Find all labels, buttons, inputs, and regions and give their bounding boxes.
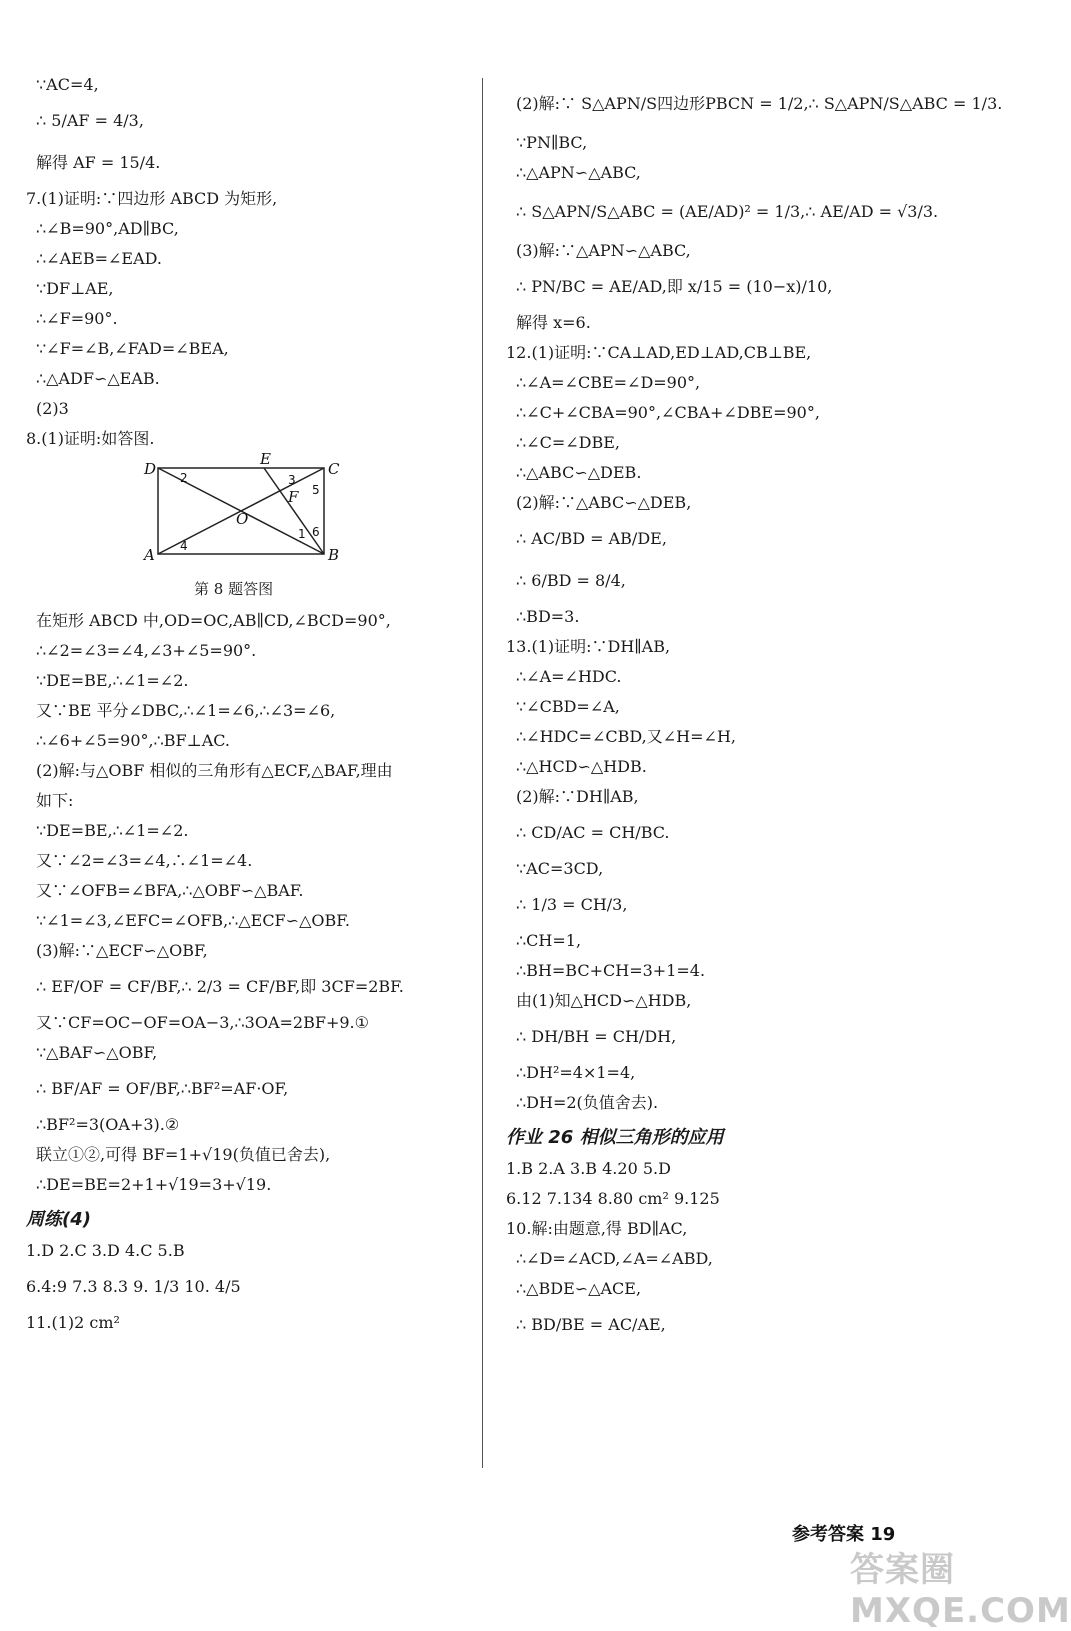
text-line: ∴ DH/BH = CH/DH, bbox=[516, 1027, 677, 1046]
text-line: ∴△ADF∽△EAB. bbox=[36, 369, 160, 388]
angle-4: 4 bbox=[180, 539, 188, 553]
rectangle-diagram bbox=[26, 450, 466, 566]
text-line: ∵∠F=∠B,∠FAD=∠BEA, bbox=[36, 339, 229, 358]
label-c: C bbox=[328, 460, 340, 478]
text-line: ∴∠A=∠CBE=∠D=90°, bbox=[516, 373, 701, 392]
section-heading-zhoulian: 周练(4) bbox=[26, 1209, 91, 1230]
text-line: 在矩形 ABCD 中,OD=OC,AB∥CD,∠BCD=90°, bbox=[36, 611, 391, 630]
text-line: ∴∠A=∠HDC. bbox=[516, 667, 622, 686]
text-line: ∴∠C=∠DBE, bbox=[516, 433, 620, 452]
text-line: ∴DE=BE=2+1+√19=3+√19. bbox=[36, 1175, 272, 1194]
label-a: A bbox=[144, 546, 155, 564]
text-line: (2)解:∵ S△APN/S四边形PBCN = 1/2,∴ S△APN/S△ABC = 1/3. bbox=[516, 94, 1003, 113]
text-line: ∴ CD/AC = CH/BC. bbox=[516, 823, 670, 842]
text-line: ∴∠HDC=∠CBD,又∠H=∠H, bbox=[516, 727, 736, 746]
label-b: B bbox=[328, 546, 340, 564]
text-line: 又∵CF=OC−OF=OA−3,∴3OA=2BF+9.① bbox=[36, 1013, 369, 1032]
text-line: 又∵BE 平分∠DBC,∴∠1=∠6,∴∠3=∠6, bbox=[36, 701, 336, 720]
label-o: O bbox=[236, 510, 249, 528]
answer-line: 6.12 7.134 8.80 cm² 9.125 bbox=[506, 1189, 720, 1208]
text-line: ∴∠F=90°. bbox=[36, 309, 118, 328]
text-line: ∵∠1=∠3,∠EFC=∠OFB,∴△ECF∽△OBF. bbox=[36, 911, 350, 930]
text-line: (2)解:∵△ABC∽△DEB, bbox=[516, 493, 692, 512]
text-line: ∴ BD/BE = AC/AE, bbox=[516, 1315, 666, 1334]
text-line: 又∵∠OFB=∠BFA,∴△OBF∽△BAF. bbox=[36, 881, 304, 900]
text-line: ∴BH=BC+CH=3+1=4. bbox=[516, 961, 706, 980]
text-line: ∴∠D=∠ACD,∠A=∠ABD, bbox=[516, 1249, 713, 1268]
text-line: 如下: bbox=[36, 791, 74, 810]
text-line: ∴DH²=4×1=4, bbox=[516, 1063, 636, 1082]
text-line: (2)解:与△OBF 相似的三角形有△ECF,△BAF,理由 bbox=[36, 761, 393, 780]
label-d: D bbox=[144, 460, 157, 478]
text-line: ∴∠2=∠3=∠4,∠3+∠5=90°. bbox=[36, 641, 257, 660]
text-line: ∵DF⊥AE, bbox=[36, 279, 114, 298]
text-line: 8.(1)证明:如答图. bbox=[26, 429, 155, 448]
text-line: 又∵∠2=∠3=∠4,∴∠1=∠4. bbox=[36, 851, 253, 870]
left-column bbox=[26, 70, 466, 1338]
angle-5: 5 bbox=[312, 483, 320, 497]
text-line: ∵∠CBD=∠A, bbox=[516, 697, 620, 716]
angle-6: 6 bbox=[312, 525, 320, 539]
angle-1: 1 bbox=[298, 527, 306, 541]
text-line: (3)解:∵△ECF∽△OBF, bbox=[36, 941, 208, 960]
text-line: ∴△APN∽△ABC, bbox=[516, 163, 641, 182]
text-line: (3)解:∵△APN∽△ABC, bbox=[516, 241, 691, 260]
text-line: 7.(1)证明:∵四边形 ABCD 为矩形, bbox=[26, 189, 278, 208]
figure-caption: 第 8 题答图 bbox=[194, 579, 274, 598]
text-line: ∵DE=BE,∴∠1=∠2. bbox=[36, 671, 189, 690]
text-line: ∴ PN/BC = AE/AD,即 x/15 = (10−x)/10, bbox=[516, 277, 833, 296]
text-line: ∴ 6/BD = 8/4, bbox=[516, 571, 626, 590]
text-line: ∴∠C+∠CBA=90°,∠CBA+∠DBE=90°, bbox=[516, 403, 820, 422]
text-line: ∴BF²=3(OA+3).② bbox=[36, 1115, 180, 1134]
right-column bbox=[506, 80, 1006, 1346]
text-line: ∴∠B=90°,AD∥BC, bbox=[36, 219, 179, 238]
text-line: (2)解:∵DH∥AB, bbox=[516, 787, 639, 806]
text-line: ∴ S△APN/S△ABC = (AE/AD)² = 1/3,∴ AE/AD = √3/3. bbox=[516, 202, 939, 221]
text-line: ∵DE=BE,∴∠1=∠2. bbox=[36, 821, 189, 840]
answer-line: 1.D 2.C 3.D 4.C 5.B bbox=[26, 1241, 185, 1260]
column-divider bbox=[482, 78, 483, 1468]
text-line: (2)3 bbox=[36, 399, 69, 418]
text-line: ∴CH=1, bbox=[516, 931, 582, 950]
page-footer: 参考答案 19 bbox=[792, 1524, 896, 1545]
text-line: 13.(1)证明:∵DH∥AB, bbox=[506, 637, 671, 656]
watermark-logo: 答案圈 MXQE.COM bbox=[850, 1550, 1071, 1631]
text-line: 由(1)知△HCD∽△HDB, bbox=[516, 991, 692, 1010]
text-line: 解得 x=6. bbox=[516, 313, 591, 332]
text-line: ∴∠AEB=∠EAD. bbox=[36, 249, 162, 268]
angle-3: 3 bbox=[288, 473, 296, 487]
answer-line: 6.4:9 7.3 8.3 9. 1/3 10. 4/5 bbox=[26, 1277, 241, 1296]
text-line: ∴DH=2(负值舍去). bbox=[516, 1093, 659, 1112]
text-line: ∵AC=4, bbox=[36, 75, 99, 94]
text-line: 10.解:由题意,得 BD∥AC, bbox=[506, 1219, 688, 1238]
answer-line: 11.(1)2 cm² bbox=[26, 1313, 120, 1332]
label-e: E bbox=[260, 450, 271, 468]
text-line: 12.(1)证明:∵CA⊥AD,ED⊥AD,CB⊥BE, bbox=[506, 343, 812, 362]
text-line: ∴ EF/OF = CF/BF,∴ 2/3 = CF/BF,即 3CF=2BF. bbox=[36, 977, 404, 996]
text-line: ∴BD=3. bbox=[516, 607, 580, 626]
text-line: ∴△BDE∽△ACE, bbox=[516, 1279, 642, 1298]
text-line: ∴ 5/AF = 4/3, bbox=[36, 111, 144, 130]
text-line: 解得 AF = 15/4. bbox=[36, 153, 161, 172]
text-line: ∴△ABC∽△DEB. bbox=[516, 463, 642, 482]
text-line: ∴ 1/3 = CH/3, bbox=[516, 895, 628, 914]
text-line: ∵PN∥BC, bbox=[516, 133, 588, 152]
text-line: ∴ AC/BD = AB/DE, bbox=[516, 529, 667, 548]
text-line: 联立①②,可得 BF=1+√19(负值已舍去), bbox=[36, 1145, 331, 1164]
text-line: ∵AC=3CD, bbox=[516, 859, 604, 878]
text-line: ∵△BAF∽△OBF, bbox=[36, 1043, 158, 1062]
label-f: F bbox=[288, 488, 299, 506]
section-heading-26: 作业 26 相似三角形的应用 bbox=[506, 1127, 724, 1148]
answer-line: 1.B 2.A 3.B 4.20 5.D bbox=[506, 1159, 671, 1178]
text-line: ∴∠6+∠5=90°,∴BF⊥AC. bbox=[36, 731, 231, 750]
text-line: ∴△HCD∽△HDB. bbox=[516, 757, 647, 776]
angle-2: 2 bbox=[180, 471, 188, 485]
text-line: ∴ BF/AF = OF/BF,∴BF²=AF·OF, bbox=[36, 1079, 289, 1098]
